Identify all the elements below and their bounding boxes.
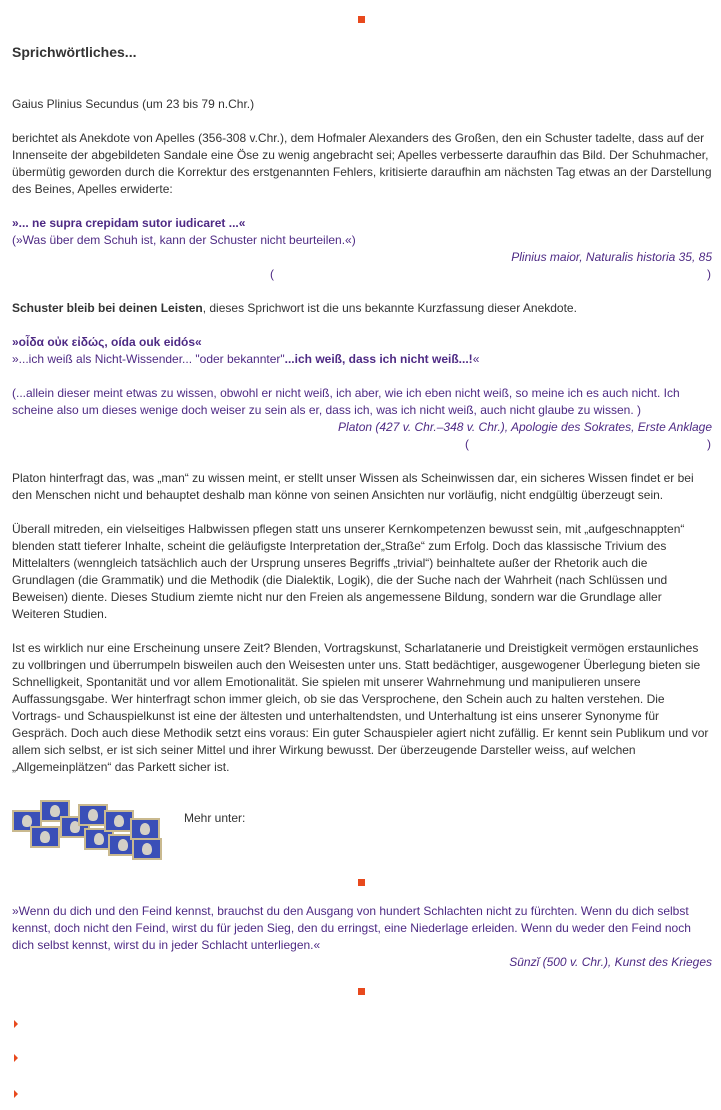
triangle-bullet-icon[interactable] xyxy=(14,1090,18,1098)
schuster-line xyxy=(12,300,712,317)
triangle-bullet-icon[interactable] xyxy=(14,1054,18,1062)
thumbnail-collage-image[interactable] xyxy=(12,798,164,862)
sunzi-source: Sūnzǐ (500 v. Chr.), Kunst des Krieges xyxy=(509,955,712,969)
latin-quote: »... ne supra crepidam sutor iudicaret ...« xyxy=(12,216,246,230)
greek-quote: »οἶδα οὐκ εἰδώς, oída ouk eidós« xyxy=(12,335,202,349)
greek-translation-b: ...ich weiß, dass ich nicht weiß...! xyxy=(284,352,473,366)
square-bullet-icon xyxy=(358,16,365,23)
thumbnail-image xyxy=(132,838,162,860)
author-line: Gaius Plinius Secundus (um 23 bis 79 n.Chr.) xyxy=(12,97,255,111)
paren-open: ( xyxy=(270,267,274,281)
greek-translation-c: « xyxy=(472,352,480,366)
apologie-paragraph: (...allein dieser meint etwas zu wissen, obwohl er nicht weiß, ich aber, wie ich eben nicht weiß, so meine ich es auch nicht. Ich scheine also um dieses wenige doch weiser zu sein als er, dass ich, was ich nicht weiß, auch nicht glaube zu wissen. ) xyxy=(12,386,680,417)
paren-close: ) xyxy=(707,267,711,281)
greek-translation xyxy=(12,351,712,368)
intro-paragraph: berichtet als Anekdote von Apelles (356-308 v.Chr.), dem Hofmaler Alexanders des Großen, den ein Schuster tadelte, dass auf der Innenseite der abgebildeten Sandale eine Öse zu wenig angebracht sei; Apelles verbesserte daraufhin das Bild. Der Schuhmacher, übermütig geworden durch die Korrektur des erstgenannten Fehlers, kritisierte daraufhin am nächsten Tag etwas an der Darstellung des Beines, Apelles erwiderte: xyxy=(12,131,712,196)
paren-close: ) xyxy=(707,437,711,451)
thumbnail-image xyxy=(130,818,160,840)
body-paragraph: Überall mitreden, ein vielseitiges Halbwissen pflegen statt uns unserer Kernkompetenzen bewusst sein, mit „aufgeschnappten“ blenden statt tieferer Inhalte, scheint die geläufigste Interpretation der„Straße“ zum Erfolg. Doch das klassische Trivium des Mittelalters (wenngleich tatsächlich auch der Ursprung unseres Begriffs „trivial“) beinhaltete außer der Rhetorik auch die Grundlagen (die Grammatik) und die Methodik (die Dialektik, Logik), die der Suche nach der Wahrheit (nach Schlüssen und Beweisen) diente. Dieses Studium ziemte nicht nur den Freien als angemessene Bildung, sondern war die Grundlage aller Weiteren Studien. xyxy=(12,522,685,621)
body-paragraph: Platon hinterfragt das, was „man“ zu wissen meint, er stellt unser Wissen als Scheinwissen dar, ein sicheres Wissen findet er bei den Menschen nicht und behauptet deshalb man könne von seinen Ansichten nur vorläufig, nicht endgültig überzeugt sein. xyxy=(12,471,694,502)
thumbnail-image xyxy=(30,826,60,848)
paren-open: ( xyxy=(465,437,469,451)
more-label: Mehr unter: xyxy=(184,811,246,825)
quote-source: Plinius maior, Naturalis historia 35, 85 xyxy=(511,250,712,264)
square-bullet-icon xyxy=(358,988,365,995)
greek-translation-a: »...ich weiß als Nicht-Wissender... "oder bekannter" xyxy=(12,352,285,366)
quote-source: Platon (427 v. Chr.–348 v. Chr.), Apologie des Sokrates, Erste Anklage xyxy=(338,420,712,434)
schuster-rest: , dieses Sprichwort ist die uns bekannte Kurzfassung dieser Anekdote. xyxy=(202,301,577,315)
schuster-proverb: Schuster bleib bei deinen Leisten xyxy=(12,301,203,315)
body-paragraph: Ist es wirklich nur eine Erscheinung unsere Zeit? Blenden, Vortragskunst, Scharlatanerie und Dreistigkeit vermögen erstaunliches zu vollbringen und überrumpeln bisweilen auch den Weisesten unter uns. Statt bedächtiger, ausgewogener Überlegung bieten sie Schnelligkeit, Spontanität und vor allem Emotionalität. Sie spielen mit unserer Wahrnehmung und manipulieren unsere Auffassungsgabe. Wer hinterfragt schon immer gleich, ob sie das Versprochene, den Schein auch zu halten verstehen. Die Vortrags- und Schauspielkunst ist eine der ältesten und unterhaltendsten, und Unterhaltung ist eins unserer Synonyme für Gespräch. Doch auch diese Methodik setzt eins voraus: Ein guter Schauspieler agiert nicht zufällig. Er kennt sein Publikum und vor allem sich selbst, er ist sich seiner Mittel und ihrer Wirkung bewusst. Der überzeugende Darsteller weiss, auf welchen „Allgemeinplätzen“ das Parkett sicher ist. xyxy=(12,641,709,774)
triangle-bullet-icon[interactable] xyxy=(14,1020,18,1028)
latin-translation: (»Was über dem Schuh ist, kann der Schuster nicht beurteilen.«) xyxy=(12,233,356,247)
page-title: Sprichwörtliches... xyxy=(12,44,137,60)
square-bullet-icon xyxy=(358,879,365,886)
sunzi-quote: »Wenn du dich und den Feind kennst, brauchst du den Ausgang von hundert Schlachten nicht zu fürchten. Wenn du dich selbst kennst, doch nicht den Feind, wirst du für jeden Sieg, den du erringst, eine Niederlage erleiden. Wenn du weder den Feind noch dich selbst kennst, wirst du in jeder Schlacht unterliegen.« xyxy=(12,904,691,952)
